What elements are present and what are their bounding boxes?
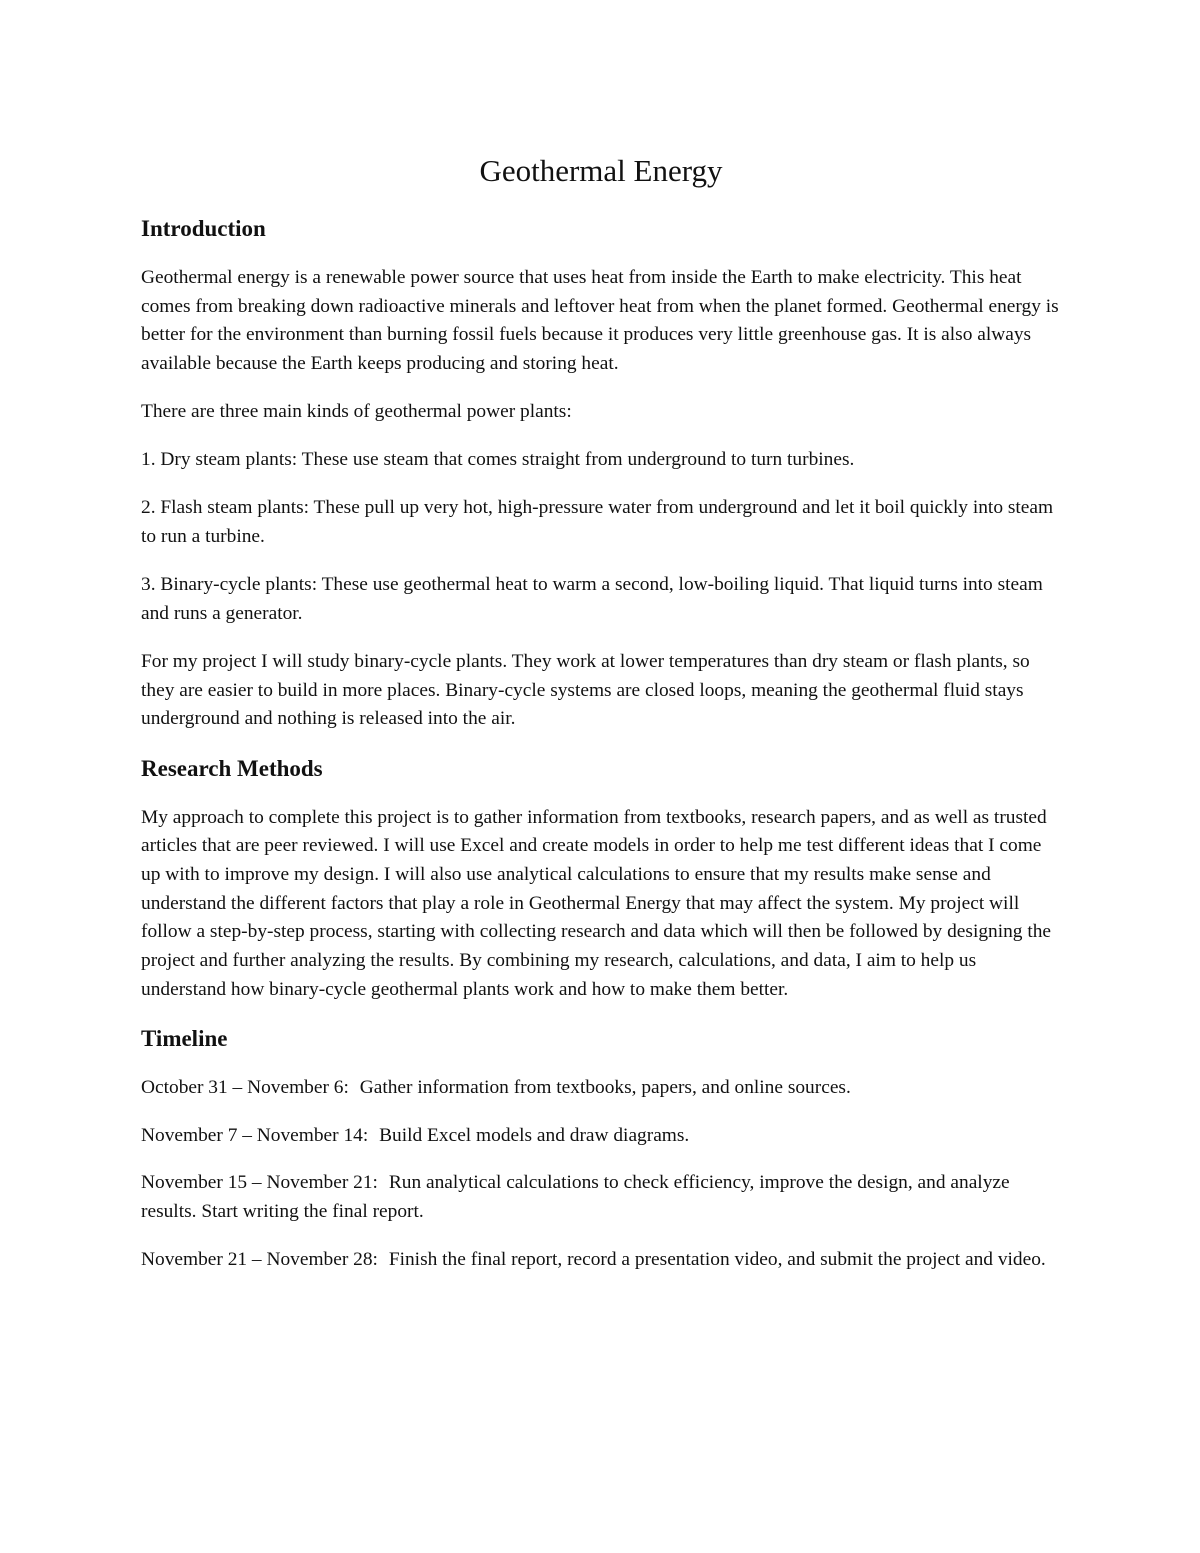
timeline-dates: November 21 – November 28: bbox=[141, 1248, 378, 1270]
section-heading-introduction: Introduction bbox=[141, 216, 266, 241]
plant-type-item: 2. Flash steam plants: These pull up very hot, high-pressure water from underground and let it boil quickly into steam to run a turbine. bbox=[141, 497, 1054, 547]
section-research-methods bbox=[141, 754, 1061, 1005]
document-page bbox=[141, 150, 1061, 1294]
timeline-item bbox=[141, 1169, 1061, 1226]
plant-type-item: 1. Dry steam plants: These use steam that comes straight from underground to turn turbines. bbox=[141, 449, 855, 471]
section-timeline bbox=[141, 1024, 1061, 1275]
timeline-task: Build Excel models and draw diagrams. bbox=[379, 1124, 690, 1146]
plant-types-lead: There are three main kinds of geothermal power plants: bbox=[141, 400, 572, 422]
plant-type-item: 3. Binary-cycle plants: These use geothermal heat to warm a second, low-boiling liquid. That liquid turns into steam and runs a generator. bbox=[141, 574, 1043, 624]
timeline-dates: November 15 – November 21: bbox=[141, 1172, 378, 1194]
section-heading-research-methods: Research Methods bbox=[141, 755, 323, 781]
timeline-item bbox=[141, 1074, 1061, 1103]
timeline-dates: November 7 – November 14: bbox=[141, 1124, 369, 1146]
section-introduction bbox=[141, 214, 1061, 734]
research-methods-paragraph: My approach to complete this project is to gather information from textbooks, research papers, and as well as trusted articles that are peer reviewed. I will use Excel and create models in order to help me test different ideas that I come up with to improve my design. I will also use analytical calculations to ensure that my results make sense and understand the different factors that play a role in Geothermal Energy that may affect the system. My project will follow a step-by-step process, starting with collecting research and data which will then be followed by designing the project and further analyzing the results. By combining my research, calculations, and data, I aim to help us understand how binary-cycle geothermal plants work and how to make them better. bbox=[141, 806, 1052, 1000]
timeline-item bbox=[141, 1122, 1061, 1151]
section-heading-timeline: Timeline bbox=[141, 1026, 228, 1052]
document-title: Geothermal Energy bbox=[479, 153, 723, 188]
timeline-task: Finish the final report, record a presentation video, and submit the project and video. bbox=[388, 1248, 1046, 1270]
timeline-dates: October 31 – November 6: bbox=[141, 1077, 349, 1099]
timeline-task: Gather information from textbooks, papers, and online sources. bbox=[359, 1077, 851, 1099]
timeline-task: Run analytical calculations to check efficiency, improve the design, and analyze results. Start writing the final report. bbox=[141, 1172, 1010, 1223]
project-focus-paragraph: For my project I will study binary-cycle plants. They work at lower temperatures than dry steam or flash plants, so they are easier to build in more places. Binary-cycle systems are closed loops, meaning the geothermal fluid stays underground and nothing is released into the air. bbox=[141, 651, 1030, 730]
intro-paragraph: Geothermal energy is a renewable power source that uses heat from inside the Earth to make electricity. This heat comes from breaking down radioactive minerals and leftover heat from when the planet formed. Geothermal energy is better for the environment than burning fossil fuels because it produces very little greenhouse gas. It is also always available because the Earth keeps producing and storing heat. bbox=[141, 267, 1059, 375]
timeline-item bbox=[141, 1246, 1061, 1275]
